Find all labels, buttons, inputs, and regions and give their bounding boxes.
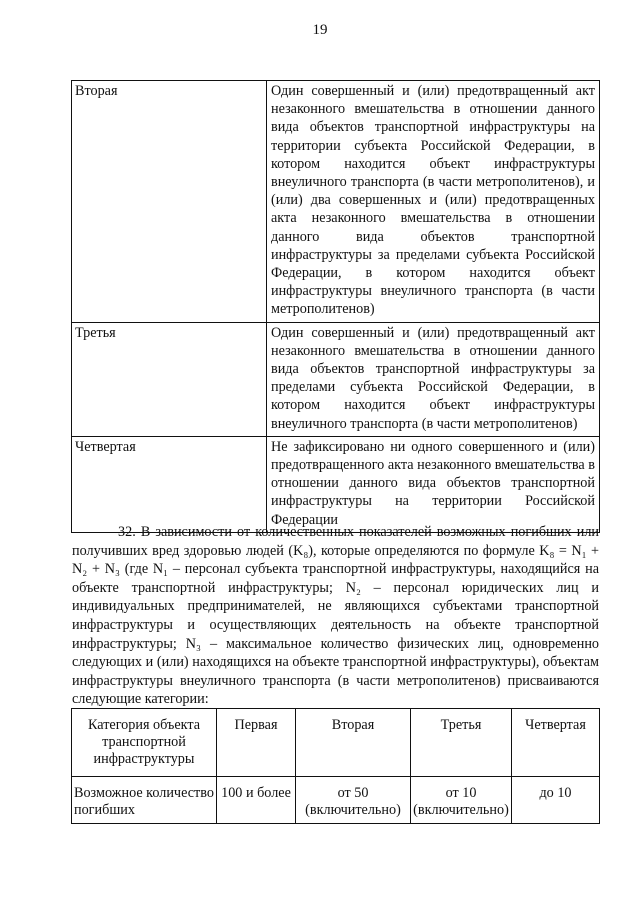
category-description: Один совершенный и (или) предотвращенный акт незаконного вмешательства в отношении данного вида объектов транспортной инфраструктуры за пределами субъекта Российской Федерации, в котором находится объект инфраструктуры внеуличного транспорта (в части метрополитенов) — [267, 322, 600, 436]
row-label: Возможное количество погибших — [72, 777, 217, 824]
header-cell: Первая — [217, 709, 296, 777]
value-cell: от 10 (включительно) — [411, 777, 512, 824]
category-name: Третья — [72, 322, 267, 436]
value-cell: до 10 — [512, 777, 600, 824]
categories-table — [71, 80, 600, 533]
category-description: Не зафиксировано ни одного совершенного и (или) предотвращенного акта незаконного вмешательства в отношении данного вида объектов транспортной инфраструктуры на территории Российской Федерации — [267, 436, 600, 532]
header-cell: Третья — [411, 709, 512, 777]
category-name: Вторая — [72, 81, 267, 323]
table-row — [72, 436, 600, 532]
header-cell: Вторая — [296, 709, 411, 777]
table-header-row — [72, 709, 600, 777]
category-description: Один совершенный и (или) предотвращенный акт незаконного вмешательства в отношении данного вида объектов транспортной инфраструктуры на территории субъекта Российской Федерации, в котором находится объект инфраструктуры внеуличного транспорта (в части метрополитенов), и (или) два совершенных и (или) предотвращенных акта незаконного вмешательства в отношении данного вида объектов транспортной инфраструктуры за пределами субъекта Российской Федерации, в котором находится объект инфраструктуры внеуличного транспорта (в части метрополитенов) — [267, 81, 600, 323]
value-cell: 100 и более — [217, 777, 296, 824]
page-number: 19 — [312, 22, 328, 38]
category-name: Четвертая — [72, 436, 267, 532]
table-row — [72, 81, 600, 323]
header-cell: Четвертая — [512, 709, 600, 777]
table-row — [72, 322, 600, 436]
paragraph-32: 32. В зависимости от количественных показателей возможных погибших или получивших вред здоровью людей (K₈), которые определяются по формуле K₈ = N₁ + N₂ + N₃ (где N₁ – персонал субъекта транспортной инфраструктуры, находящийся на объекте транспортной инфраструктуры; N₂ – персонал юридических лиц и индивидуальных предпринимателей, не являющихся субъектами транспортной инфраструктуры и осуществляющих деятельность на объекте транспортной инфраструктуры; N₃ – максимальное количество физических лиц, одновременно следующих и (или) находящихся на объекте транспортной инфраструктуры), объектам инфраструктуры внеуличного транспорта (в части метрополитенов) присваиваются следующие категории: — [72, 524, 599, 708]
table-row — [72, 777, 600, 824]
header-cell: Категория объекта транспортной инфраструктуры — [72, 709, 217, 777]
victims-table — [71, 708, 600, 824]
value-cell: от 50 (включительно) — [296, 777, 411, 824]
